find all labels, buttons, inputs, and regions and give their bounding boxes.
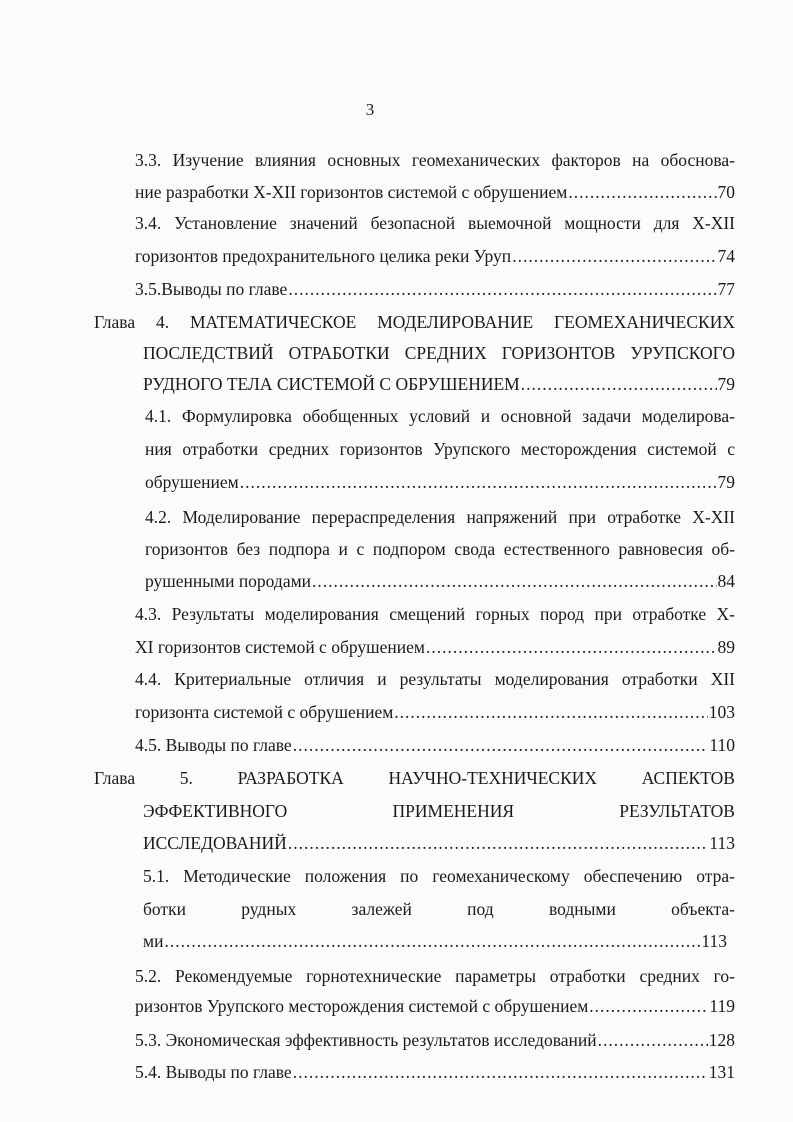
toc-5-1-line1: 5.1. Методические положения по геомеханическому обеспечению отра- — [143, 866, 735, 886]
s5-1-word: под — [467, 899, 494, 919]
toc-4-5-entry[interactable] — [135, 734, 735, 756]
toc-4-2-page: 84 — [717, 571, 735, 591]
toc-4-4-title: горизонта системой с обрушением — [135, 702, 394, 722]
toc-ch5-title: ИССЛЕДОВАНИЙ — [143, 833, 287, 853]
s5-1-word: рудных — [241, 899, 297, 919]
leader-dots — [293, 1061, 708, 1083]
toc-4-2-entry[interactable] — [145, 570, 735, 592]
toc-3-4-line1: 3.4. Установление значений безопасной выемочной мощности для X-XII — [135, 213, 735, 233]
leader-dots — [312, 570, 716, 592]
toc-3-4-page: 74 — [717, 246, 735, 266]
toc-4-1-title: обрушением — [145, 472, 239, 492]
toc-5-4-entry[interactable] — [135, 1061, 735, 1083]
toc-ch4-title: РУДНОГО ТЕЛА СИСТЕМОЙ С ОБРУШЕНИЕМ — [143, 374, 520, 394]
toc-4-2-line2: горизонтов без подпора и с подпором свода естественного равновесия об- — [145, 539, 735, 559]
toc-4-1-line1: 4.1. Формулировка обобщенных условий и основной задачи моделирова- — [145, 406, 735, 426]
toc-4-3-line1: 4.3. Результаты моделирования смещений горных пород при отработке X- — [135, 604, 735, 624]
toc-4-4-page: 103 — [708, 702, 735, 722]
ch5-word: Глава — [94, 768, 136, 788]
ch5-word: НАУЧНО-ТЕХНИЧЕСКИХ — [388, 768, 598, 788]
leader-dots — [426, 636, 717, 658]
toc-3-3-page: 70 — [717, 182, 735, 202]
toc-3-5-entry[interactable] — [135, 278, 735, 300]
toc-4-4-line1: 4.4. Критериальные отличия и результаты моделирования отработки XII — [135, 669, 735, 689]
ch5-word: ПРИМЕНЕНИЯ — [392, 801, 515, 821]
toc-5-1-line2 — [143, 898, 735, 920]
leader-dots — [589, 995, 708, 1017]
ch5-word: АСПЕКТОВ — [641, 768, 735, 788]
page-number: 3 — [365, 100, 375, 119]
toc-5-4-title: 5.4. Выводы по главе — [135, 1062, 292, 1082]
toc-ch4-line2: ПОСЛЕДСТВИЙ ОТРАБОТКИ СРЕДНИХ ГОРИЗОНТОВ УРУПСКОГО — [143, 343, 735, 363]
toc-5-1-page: 113 — [701, 931, 727, 951]
toc-4-2-title: рушенными породами — [145, 571, 312, 591]
toc-3-3-line1: 3.3. Изучение влияния основных геомеханических факторов на обоснова- — [135, 150, 735, 170]
s5-1-word: залежей — [351, 899, 412, 919]
ch5-word: РЕЗУЛЬТАТОВ — [619, 801, 735, 821]
toc-4-5-title: 4.5. Выводы по главе — [135, 735, 292, 755]
leader-dots — [521, 373, 717, 395]
toc-5-2-title: ризонтов Урупского месторождения системой с обрушением — [135, 996, 589, 1016]
ch5-word: ЭФФЕКТИВНОГО — [143, 801, 288, 821]
toc-3-3-entry[interactable] — [135, 181, 735, 203]
toc-ch4-entry[interactable] — [143, 373, 735, 395]
s5-1-word: водными — [549, 899, 616, 919]
toc-5-3-title: 5.3. Экономическая эффективность результатов исследований — [135, 1030, 597, 1050]
toc-4-1-entry[interactable] — [145, 471, 735, 493]
leader-dots — [288, 832, 709, 854]
toc-5-2-line1: 5.2. Рекомендуемые горнотехнические параметры отработки средних го- — [135, 966, 735, 986]
toc-5-1-title: ми — [143, 931, 164, 951]
leader-dots — [164, 930, 700, 952]
toc-5-2-entry[interactable] — [135, 995, 735, 1017]
leader-dots — [240, 471, 717, 493]
toc-5-4-page: 131 — [708, 1062, 735, 1082]
toc-4-1-line2: ния отработки средних горизонтов Урупского месторождения системой с — [145, 439, 735, 459]
toc-3-4-entry[interactable] — [135, 245, 735, 267]
toc-ch4-line1: Глава 4. МАТЕМАТИЧЕСКОЕ МОДЕЛИРОВАНИЕ ГЕОМЕХАНИЧЕСКИХ — [94, 312, 735, 332]
leader-dots — [394, 701, 707, 723]
leader-dots — [288, 278, 716, 300]
toc-5-1-entry[interactable] — [143, 930, 727, 952]
toc-ch5-entry[interactable] — [143, 832, 735, 854]
leader-dots — [293, 734, 709, 756]
toc-5-2-page: 119 — [709, 996, 735, 1016]
toc-5-3-page: 128 — [708, 1030, 735, 1050]
toc-5-3-entry[interactable] — [135, 1029, 735, 1051]
toc-3-3-title: ние разработки X-XII горизонтов системой с обрушением — [135, 182, 568, 202]
toc-4-3-page: 89 — [717, 637, 735, 657]
toc-4-2-line1: 4.2. Моделирование перераспределения напряжений при отработке X-XII — [145, 507, 735, 527]
toc-3-5-title: 3.5.Выводы по главе — [135, 279, 288, 299]
toc-4-5-page: 110 — [709, 735, 735, 755]
toc-ch4-page: 79 — [717, 374, 735, 394]
s5-1-word: объекта- — [671, 899, 735, 919]
toc-ch5-line1 — [94, 767, 735, 789]
ch5-word: 5. — [179, 768, 193, 788]
toc-ch5-line2 — [143, 800, 735, 822]
leader-dots — [598, 1029, 708, 1051]
toc-3-5-page: 77 — [717, 279, 735, 299]
s5-1-word: ботки — [143, 899, 186, 919]
leader-dots — [568, 181, 716, 203]
ch5-word: РАЗРАБОТКА — [237, 768, 344, 788]
toc-4-1-page: 79 — [717, 472, 735, 492]
leader-dots — [512, 245, 716, 267]
toc-4-4-entry[interactable] — [135, 701, 735, 723]
toc-ch5-page: 113 — [709, 833, 735, 853]
toc-4-3-title: XI горизонтов системой с обрушением — [135, 637, 425, 657]
toc-3-4-title: горизонтов предохранительного целика реки Уруп — [135, 246, 512, 266]
toc-4-3-entry[interactable] — [135, 636, 735, 658]
